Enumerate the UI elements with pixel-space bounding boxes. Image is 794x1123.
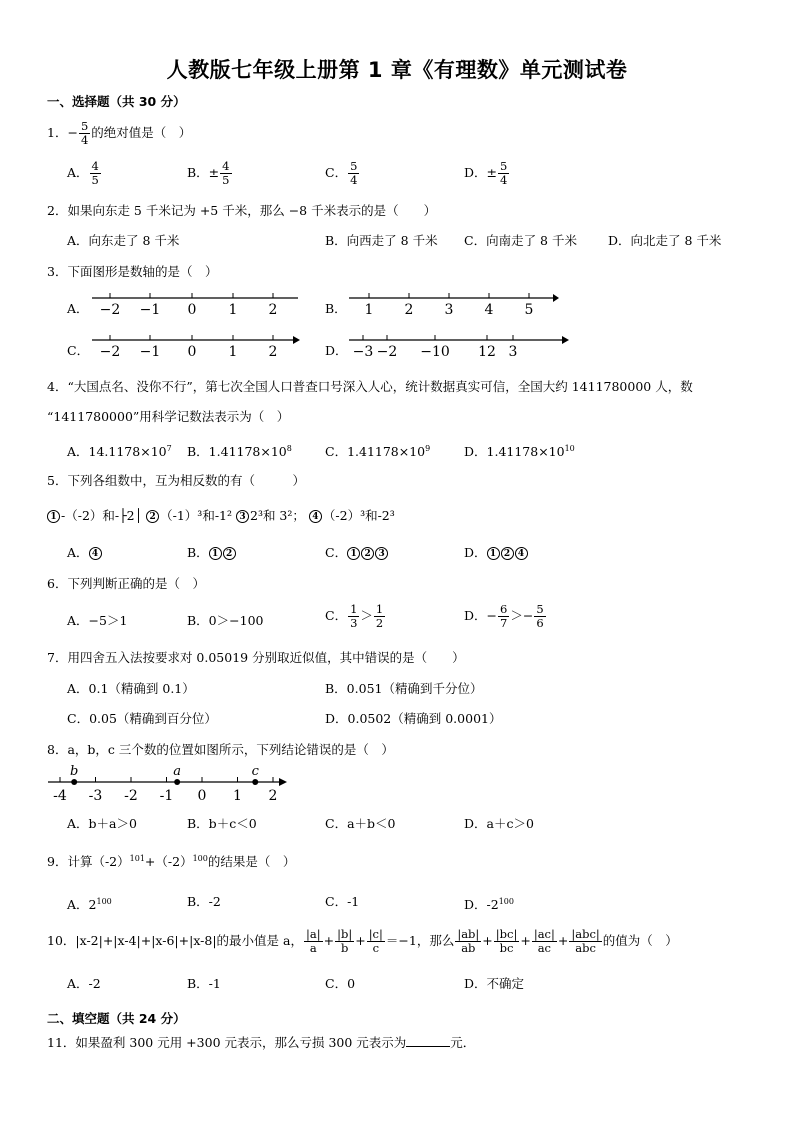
q3-option-d-label: D． <box>325 343 348 358</box>
fraction <box>494 928 520 955</box>
denominator: 5 <box>91 173 99 187</box>
numerator: |ab| <box>457 927 480 941</box>
numerator: 5 <box>500 159 508 173</box>
point-b <box>71 779 77 785</box>
q8-option-d: D．a＋c＞0 <box>464 816 534 831</box>
q6-option-b: B．0＞−100 <box>187 613 264 628</box>
tick-label: 2 <box>268 302 278 318</box>
option-text: A．2 <box>67 897 97 912</box>
operator: ＞− <box>510 608 534 623</box>
tick-label: 0 <box>187 344 197 360</box>
denominator: 4 <box>350 173 358 187</box>
circled-number: 2 <box>361 547 374 560</box>
denominator: 7 <box>500 616 508 630</box>
exponent: 10 <box>564 444 575 453</box>
q2-option-d: D．向北走了 8 千米 <box>608 233 722 248</box>
text: 10．|x-2|+|x-4|+|x-6|+|x-8|的最小值是 a， <box>47 933 303 948</box>
numerator: |bc| <box>495 927 518 941</box>
q1-option-a <box>67 160 102 187</box>
option-text: B．1.41178×10 <box>187 444 287 459</box>
text: ＝−1，那么 <box>385 933 455 948</box>
q9-option-b: B．-2 <box>187 894 221 909</box>
text: +（-2） <box>144 854 193 869</box>
point-label: c <box>251 764 259 779</box>
tick-label: 1 <box>228 344 238 360</box>
text: 元． <box>450 1035 476 1050</box>
tick-label: 0 <box>187 302 197 318</box>
question-5: 5．下列各组数中，互为相反数的有（ ） <box>47 473 305 488</box>
option-label: D． <box>464 545 487 560</box>
q3-option-b-numberline <box>345 290 561 320</box>
circled-number: 2 <box>146 510 159 523</box>
fraction <box>348 160 359 187</box>
numerator: 5 <box>536 602 544 616</box>
numerator: 5 <box>350 159 358 173</box>
numerator: |c| <box>368 927 383 941</box>
denominator: ab <box>461 941 476 955</box>
fraction <box>374 603 385 630</box>
option-label: D．± <box>464 165 497 180</box>
tick-label: 3 <box>444 302 454 318</box>
numerator: 5 <box>80 119 89 133</box>
question-2: 2．如果向东走 5 千米记为 +5 千米，那么 −8 千米表示的是（ ） <box>47 203 437 218</box>
q6-option-d <box>464 603 547 630</box>
denominator: 6 <box>536 616 544 630</box>
q8-numberline <box>44 762 294 808</box>
answer-blank[interactable] <box>406 1034 450 1047</box>
tick-label: 12 <box>478 344 496 360</box>
denominator: b <box>340 941 349 955</box>
denominator: 2 <box>375 616 384 630</box>
exponent: 9 <box>425 444 431 453</box>
fraction <box>304 928 323 955</box>
arrow-head <box>279 778 287 786</box>
tick-group <box>365 293 534 318</box>
q5-items <box>47 507 395 525</box>
question-8: 8．a，b，c 三个数的位置如图所示，下列结论错误的是（ ） <box>47 742 394 757</box>
q2-option-b: B．向西走了 8 千米 <box>325 233 438 248</box>
q2-option-a: A．向东走了 8 千米 <box>67 233 180 248</box>
numerator: |abc| <box>571 927 600 941</box>
numerator: 4 <box>222 159 230 173</box>
q8-option-c: C．a＋b＜0 <box>325 816 396 831</box>
q10-option-c: C．0 <box>325 976 356 991</box>
question-9 <box>47 850 295 871</box>
question-3: 3．下面图形是数轴的是（ ） <box>47 264 218 279</box>
minus-sign: − <box>67 125 78 140</box>
question-text: 的绝对值是（ ） <box>91 125 192 140</box>
text: 的结果是（ ） <box>207 854 296 869</box>
tick-group <box>353 335 518 360</box>
tick-label: 2 <box>268 788 278 804</box>
tick-label: 2 <box>404 302 414 318</box>
option-label: A． <box>67 545 89 560</box>
item-text: （-2）³和-2³ <box>322 508 395 523</box>
text: 9．计算（-2） <box>47 854 130 869</box>
numerator: |b| <box>337 927 353 941</box>
fraction <box>367 928 385 955</box>
q1-option-c <box>325 160 360 187</box>
tick-label: 1 <box>228 302 238 318</box>
tick-label: -2 <box>124 788 138 804</box>
tick-label: 0 <box>197 788 207 804</box>
q5-option-d <box>464 544 529 562</box>
q5-option-a <box>67 544 103 562</box>
tick-label: 4 <box>484 302 494 318</box>
fraction <box>569 928 601 955</box>
denominator: bc <box>499 941 514 955</box>
exponent: 100 <box>192 854 208 863</box>
circled-number: 1 <box>47 510 60 523</box>
q3-option-a-numberline <box>88 290 306 320</box>
q1-option-d <box>464 160 510 187</box>
point-c <box>252 779 258 785</box>
q3-option-b-label: B． <box>325 301 347 316</box>
denominator: c <box>372 941 380 955</box>
denominator: 5 <box>222 173 230 187</box>
arrow-head <box>553 294 559 302</box>
fraction <box>79 120 90 147</box>
q10-option-b: B．-1 <box>187 976 221 991</box>
tick-label: −1 <box>139 302 161 318</box>
operator: ＞ <box>360 608 373 623</box>
numerator: 4 <box>91 159 99 173</box>
exponent: 100 <box>96 897 112 906</box>
exponent: 8 <box>286 444 292 453</box>
question-11 <box>47 1034 475 1052</box>
point-label: a <box>173 764 182 779</box>
q9-option-d <box>464 893 514 914</box>
numerator: |a| <box>305 927 321 941</box>
item-text: -（-2）和-├2│ <box>61 508 143 523</box>
option-text: D．1.41178×10 <box>464 444 565 459</box>
denominator: 4 <box>500 173 508 187</box>
numerator: 6 <box>500 602 508 616</box>
q5-option-b <box>187 544 237 562</box>
q7-option-b: B．0.051（精确到千分位） <box>325 681 483 696</box>
tick-label: 3 <box>508 344 518 360</box>
circled-number: 1 <box>487 547 500 560</box>
question-4-line-2: “1411780000”用科学记数法表示为（ ） <box>47 409 290 424</box>
q3-option-d-numberline <box>345 332 573 362</box>
circled-number: 4 <box>515 547 528 560</box>
fraction <box>90 160 101 187</box>
q5-option-c <box>325 544 389 562</box>
circled-number: 1 <box>209 547 222 560</box>
point-a <box>174 779 180 785</box>
numerator: 1 <box>375 602 384 616</box>
fraction <box>532 928 557 955</box>
page-title: 人教版七年级上册第 1 章《有理数》单元测试卷 <box>166 58 628 82</box>
q2-option-c: C．向南走了 8 千米 <box>464 233 577 248</box>
q7-option-c: C．0.05（精确到百分位） <box>67 711 217 726</box>
option-text: D．-2 <box>464 897 499 912</box>
fraction <box>335 928 354 955</box>
q9-option-a <box>67 893 112 914</box>
point-label: b <box>70 764 79 779</box>
tick-group <box>100 293 278 318</box>
circled-number: 4 <box>89 547 102 560</box>
q3-option-c-label: C． <box>67 343 90 358</box>
option-text: C．1.41178×10 <box>325 444 426 459</box>
arrow-head <box>562 336 569 344</box>
q4-option-a <box>67 440 172 461</box>
tick-group <box>53 764 277 804</box>
denominator: 3 <box>350 616 358 630</box>
q6-option-c <box>325 603 386 630</box>
q1-option-b <box>187 160 233 187</box>
denominator: a <box>309 941 317 955</box>
tick-label: 5 <box>524 302 534 318</box>
arrow-head <box>293 336 300 344</box>
denominator: 4 <box>80 133 89 147</box>
fraction <box>220 160 231 187</box>
exponent: 100 <box>498 897 514 906</box>
q7-option-d: D．0.0502（精确到 0.0001） <box>325 711 502 726</box>
fraction <box>534 603 545 630</box>
q3-option-a-label: A． <box>67 301 89 316</box>
tick-label: −3 <box>352 344 374 360</box>
question-10: 10．|x-2|+|x-4|+|x-6|+|x-8|的最小值是 a， $\frac{|a|}{a}$ + $\frac{|b|}{b}$ + $\frac{|c|}{c}$ ＝−1，那么 $\frac{|ab|}{ab}$ + $\frac{|bc|}{bc}$ + $\frac{|ac|}{ac}$ + $\frac{\text{|abc|}}{\text{abc}}$ 的值为（ ） <box>47 927 678 955</box>
tick-label: −2 <box>99 302 121 318</box>
numerator: 1 <box>350 602 358 616</box>
q4-option-b <box>187 440 292 461</box>
section-heading-fill: 二、填空题（共 24 分） <box>47 1011 186 1026</box>
circled-number: 1 <box>347 547 360 560</box>
circled-number: 3 <box>375 547 388 560</box>
denominator: ac <box>537 941 551 955</box>
numerator: |ac| <box>533 927 555 941</box>
question-number: 1． <box>47 125 68 140</box>
option-label: B．± <box>187 165 220 180</box>
q7-option-a: A．0.1（精确到 0.1） <box>67 681 195 696</box>
text: 的值为（ ） <box>602 933 678 948</box>
question-7: 7．用四舍五入法按要求对 0.05019 分别取近似值，其中错误的是（ ） <box>47 650 465 665</box>
question-1 <box>47 120 191 147</box>
option-text: A．14.1178×10 <box>67 444 167 459</box>
fraction <box>498 603 509 630</box>
tick-label: −2 <box>376 344 398 360</box>
tick-label: -3 <box>88 788 103 804</box>
question-6: 6．下列判断正确的是（ ） <box>47 576 205 591</box>
tick-label: -4 <box>53 788 67 804</box>
tick-label: −10 <box>420 344 450 360</box>
option-label: C． <box>325 165 348 180</box>
option-label: C． <box>325 545 348 560</box>
circled-number: 2 <box>501 547 514 560</box>
tick-label: 1 <box>364 302 374 318</box>
circled-number: 2 <box>223 547 236 560</box>
fraction <box>455 928 481 955</box>
option-label: B． <box>187 545 209 560</box>
q10-option-a: A．-2 <box>67 976 101 991</box>
tick-label: -1 <box>159 788 174 804</box>
circled-number: 4 <box>309 510 322 523</box>
q8-option-a: A．b＋a＞0 <box>67 816 137 831</box>
section-heading-choice: 一、选择题（共 30 分） <box>47 94 186 109</box>
q4-option-c <box>325 440 430 461</box>
question-4-line-1: 4．“大国点名、没你不行”，第七次全国人口普查口号深入人心，统计数据真实可信，全国大约 1411780000 人，数 <box>47 379 693 394</box>
item-text: 2³和 3²； <box>250 508 305 523</box>
denominator: abc <box>575 941 596 955</box>
item-text: （-1）³和-1² <box>160 508 233 523</box>
option-label: C． <box>325 608 348 623</box>
q9-option-c: C．-1 <box>325 894 360 909</box>
fraction <box>348 603 359 630</box>
q4-option-d <box>464 440 575 461</box>
q10-option-d: D．不确定 <box>464 976 525 991</box>
tick-label: 2 <box>268 344 278 360</box>
tick-label: −2 <box>99 344 121 360</box>
q6-option-a: A．−5＞1 <box>67 613 128 628</box>
q8-option-b: B．b＋c＜0 <box>187 816 257 831</box>
tick-label: 1 <box>233 788 242 804</box>
exponent: 7 <box>166 444 172 453</box>
circled-number: 3 <box>236 510 249 523</box>
option-label: D． <box>464 608 487 623</box>
q3-option-c-numberline <box>88 332 304 362</box>
text: 11．如果盈利 300 元用 +300 元表示，那么亏损 300 元表示为 <box>47 1035 407 1050</box>
minus-sign: − <box>486 608 498 623</box>
fraction <box>498 160 509 187</box>
tick-group <box>100 335 278 360</box>
exponent: 101 <box>129 854 145 863</box>
tick-label: −1 <box>139 344 161 360</box>
option-label: A． <box>67 165 89 180</box>
